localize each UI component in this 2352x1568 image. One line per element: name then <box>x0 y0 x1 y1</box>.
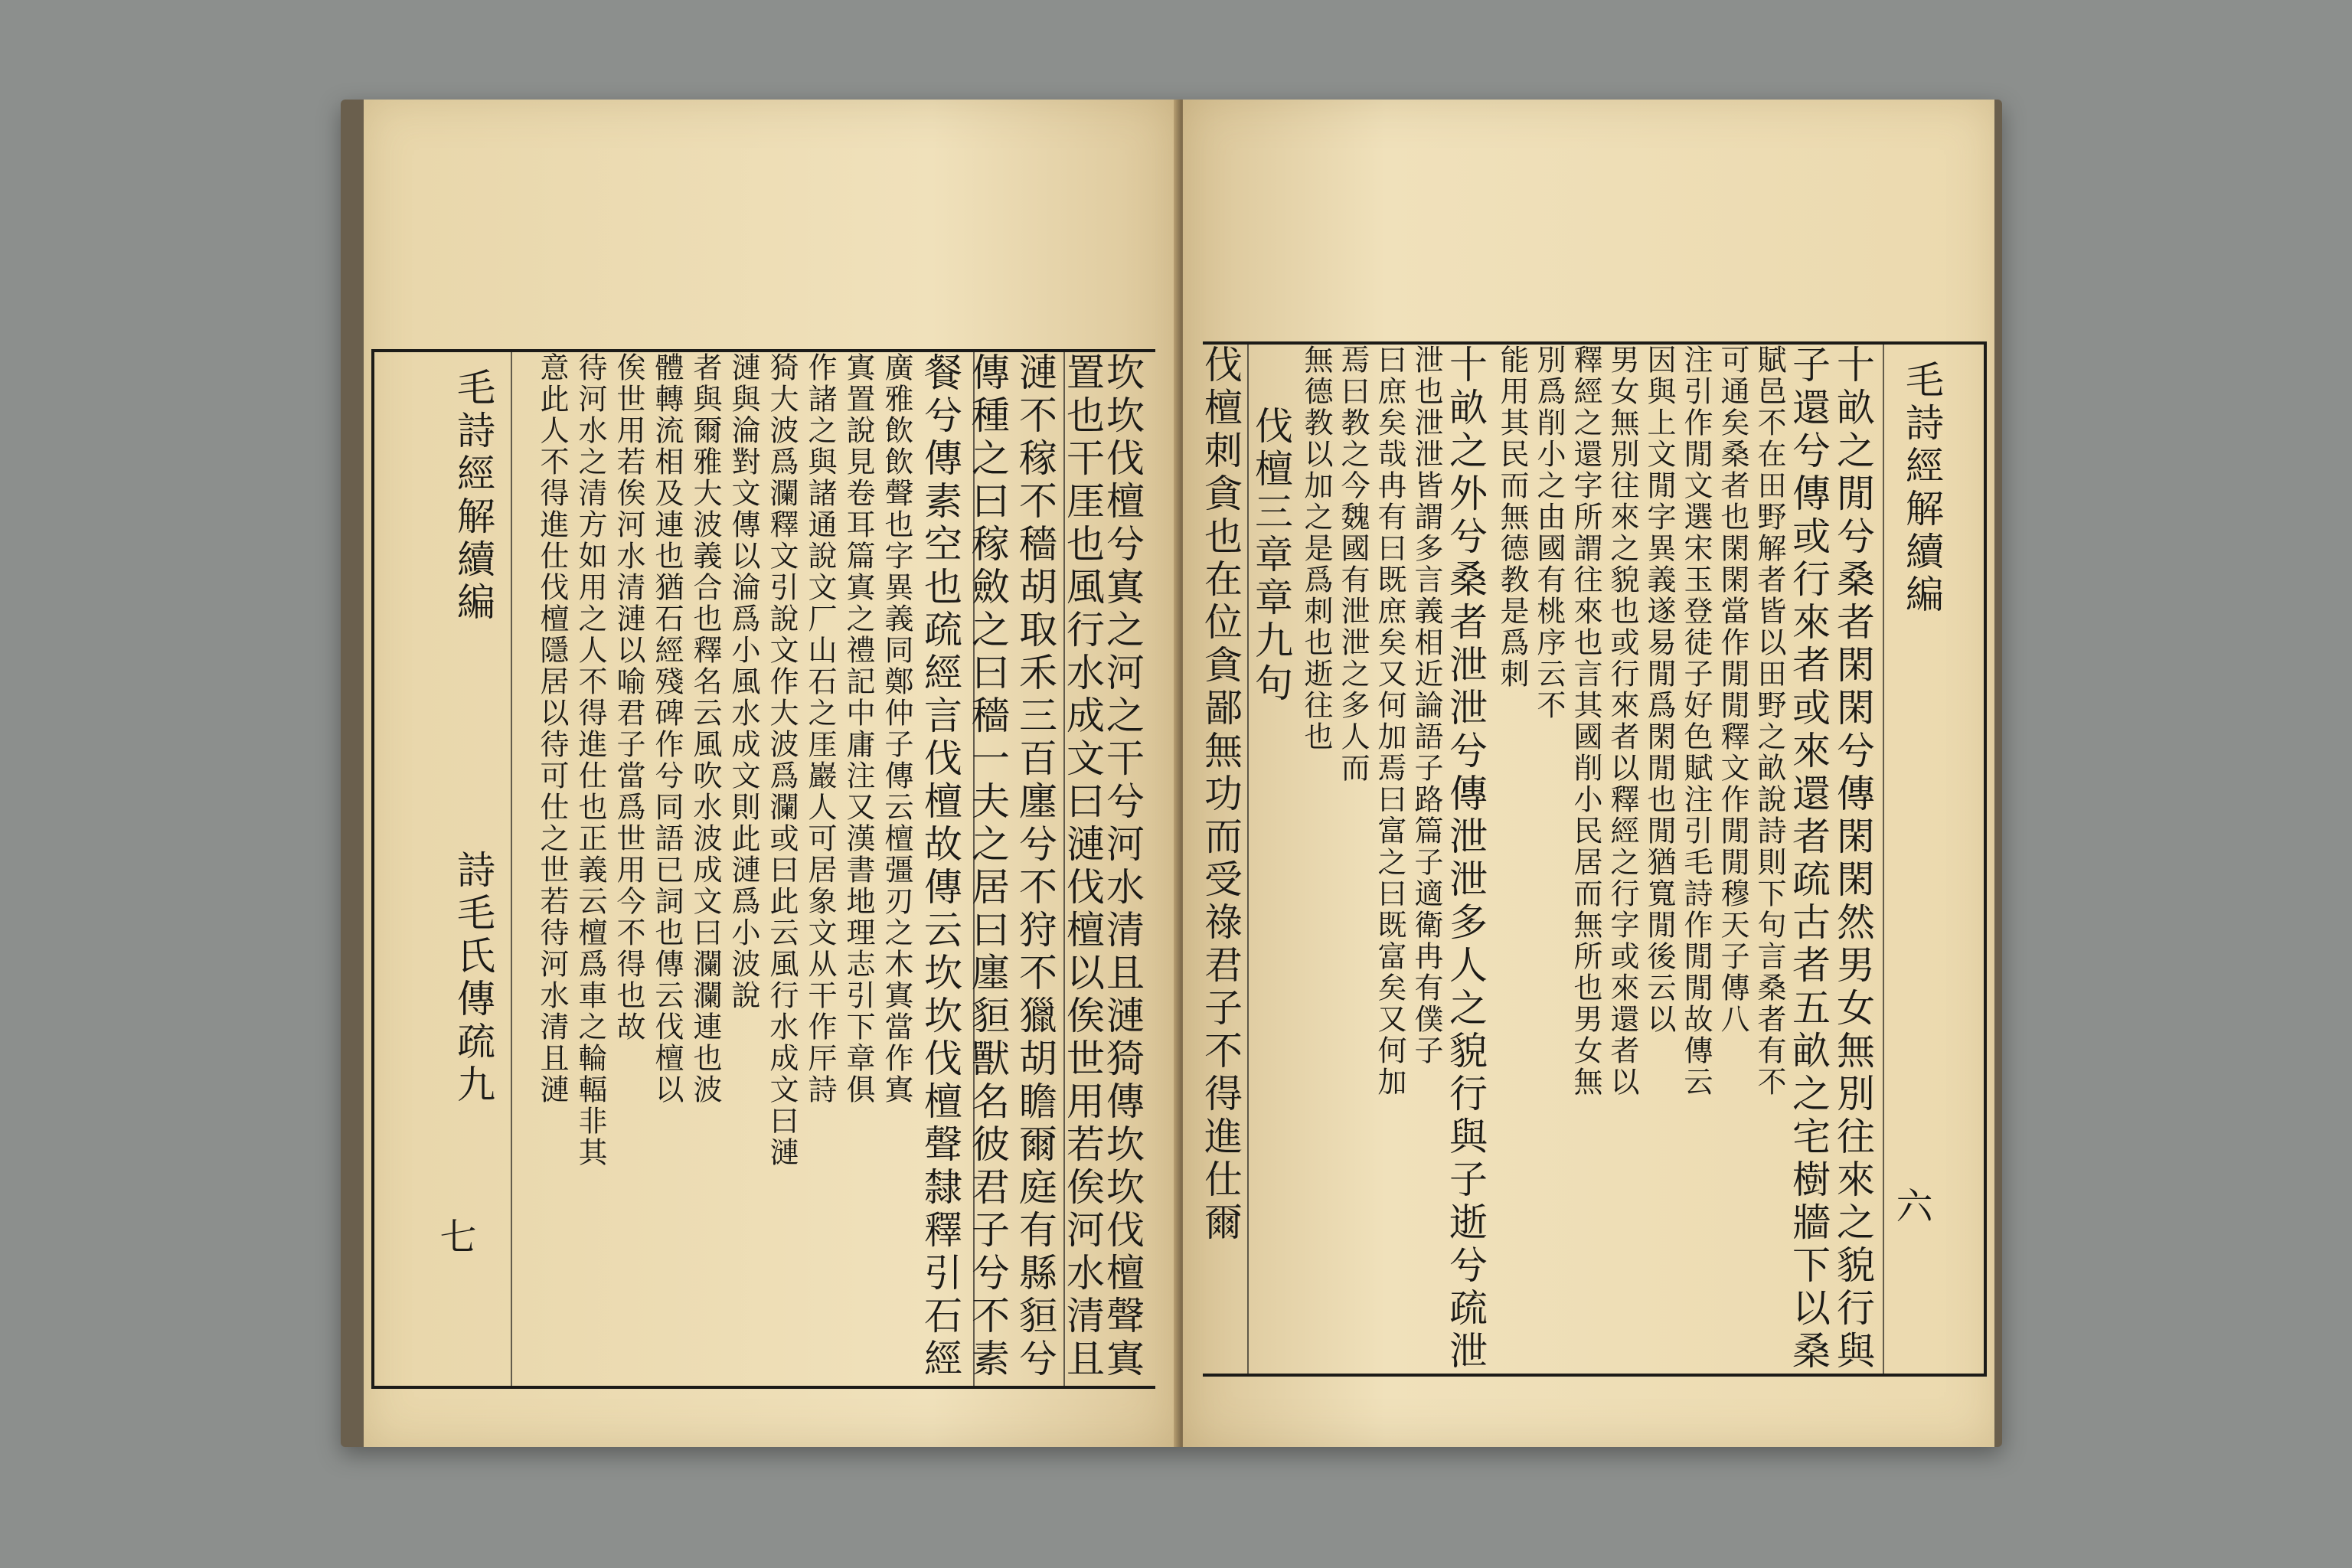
right-page <box>1183 100 1994 1447</box>
text-column: 別爲削小之由國有桃序云不 <box>1532 345 1566 721</box>
text-column: 子還兮傳或行來者或來還者疏古者五畝之宅樹牆下以桑 <box>1786 345 1831 1374</box>
text-column: 待河水之清方如用之人不得進仕也正義云檀爲車之輪輻非其 <box>573 352 607 1168</box>
margin-title: 毛詩經解續編 <box>451 368 495 625</box>
text-column: 意此人不得進仕伐檀隱居以待可仕之世若待河水清且漣 <box>535 352 569 1106</box>
text-column: 伐檀三章章九句 <box>1249 406 1293 706</box>
text-column: 廣雅飲飲聲也字異義同鄭仲子傳云檀彊刃之木寘當作寘 <box>880 352 913 1106</box>
text-column: 能用其民而無德教是爲刺 <box>1495 345 1529 690</box>
text-column: 俟世用若俟河水清漣以喻君子當爲世用今不得也故 <box>612 352 645 1043</box>
column-rule <box>1883 345 1884 1374</box>
text-column: 十畝之外兮桑者泄泄兮傳泄泄多人之貌行與子逝兮疏泄 <box>1443 345 1488 1374</box>
text-column: 曰庶矣哉冉有曰既庶矣又何加焉曰富之曰既富矣又何加 <box>1373 345 1406 1098</box>
text-column: 伐檀刺貪也在位貪鄙無功而受祿君子不得進仕爾 <box>1198 345 1243 1245</box>
page-number: 六 <box>1890 1187 1932 1223</box>
text-column: 賦邑不在田野解者皆以田野之畝說詩則下句言桑者有不 <box>1753 345 1786 1098</box>
text-column: 因與上文閒字異義遂易閒爲閑閒也閒猶寬閒後云以 <box>1642 345 1676 1035</box>
text-column: 注引作閒文選宋玉登徒子好色賦注引毛詩作閒閒故傳云 <box>1679 345 1713 1098</box>
text-column: 漣不稼不穡胡取禾三百廛兮不狩不獵胡瞻爾庭有縣貆兮 <box>1013 352 1057 1381</box>
text-column: 無德教以加之是爲刺也逝往也 <box>1299 345 1333 753</box>
text-column: 坎坎伐檀兮寘之河之干兮河水清且漣猗傳坎坎伐檀聲寘 <box>1100 352 1145 1381</box>
left-page-frame <box>371 349 1155 1389</box>
left-page <box>364 100 1175 1447</box>
text-column: 餐兮傳素空也疏經言伐檀故傳云坎坎伐檀聲隸釋引石經 <box>918 352 962 1381</box>
text-column: 猗大波爲瀾釋文引說文作大波爲瀾或曰此云風行水成文曰漣 <box>765 352 799 1168</box>
column-rule <box>511 352 512 1386</box>
text-column: 置也干厓也風行水成文曰漣伐檀以俟世用若俟河水清且 <box>1060 352 1105 1381</box>
text-column: 十畝之閒兮桑者閑閑兮傳閑閑然男女無別往來之貌行與 <box>1831 345 1875 1374</box>
text-column: 傳種之曰稼斂之曰穡一夫之居曰廛貆獸名彼君子兮不素 <box>965 352 1010 1381</box>
margin-title: 毛詩經解續編 <box>1900 360 1944 617</box>
open-book <box>341 100 2002 1447</box>
text-column: 泄也泄泄皆謂多言義相近論語子路篇子適衛冉有僕子 <box>1410 345 1443 1067</box>
text-column: 男女無別往來之貌也或行來者以釋經之行字或來還者以 <box>1606 345 1639 1098</box>
text-column: 釋經之還字所謂往來也言其國削小民居而無所也男女無 <box>1569 345 1602 1098</box>
right-page-frame <box>1198 341 1987 1377</box>
text-column: 可通矣桑者也閑閑當作閒閒釋文作閒閒穆天子傳八 <box>1716 345 1749 1035</box>
text-column: 焉曰教之今魏國有泄泄之多人而 <box>1336 345 1370 784</box>
text-column: 寘置說見卷耳篇寘之禮記中庸注又漢書地理志引下章俱 <box>841 352 875 1106</box>
column-rule <box>1247 345 1249 1374</box>
text-column: 者與爾雅大波義合也釋名云風吹水波成文曰瀾瀾連也波 <box>688 352 722 1106</box>
margin-subtitle: 詩毛氏傳疏九 <box>451 850 495 1107</box>
text-column: 作諸之與諸通說文厂山石之厓巖人可居象文从干作厈詩 <box>803 352 837 1106</box>
text-column: 體轉流相及連也猶石經殘碑作兮同語已詞也傳云伐檀以 <box>650 352 684 1106</box>
text-column: 漣與淪對文傳以淪爲小風水成文則此漣爲小波說 <box>727 352 760 1011</box>
page-number: 七 <box>433 1217 476 1254</box>
